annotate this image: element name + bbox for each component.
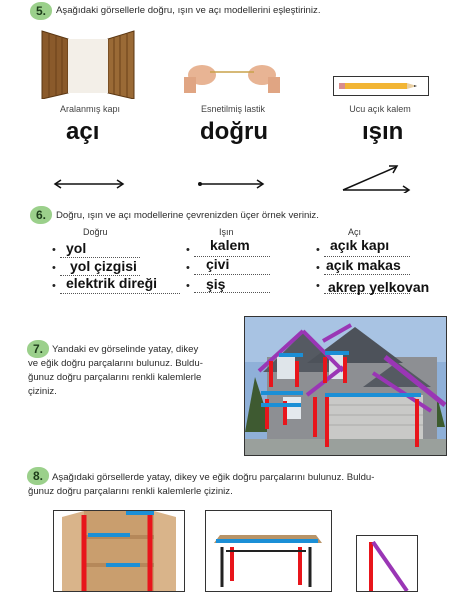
line-example-3: elektrik direği [66, 275, 158, 291]
question-8-line-1: Aşağıdaki görsellerde yatay, dikey ve eğik doğru parçalarını bulunuz. Buldu- [52, 472, 375, 483]
bullet: • [186, 280, 190, 292]
question-number-5: 5. [30, 2, 52, 20]
bullet: • [186, 244, 190, 256]
bullet: • [52, 244, 56, 256]
open-door-image [40, 27, 136, 99]
question-7-line-3: ğunuz doğru parçalarını renkli kalemlerle [28, 372, 202, 383]
answer-dotted-line [324, 274, 410, 275]
ray-example-3: şiş [206, 276, 226, 292]
column-header-line: Doğru [83, 227, 108, 237]
line-model-icon [52, 177, 126, 191]
answer-dotted-line [194, 274, 270, 275]
ray-example-1: kalem [210, 237, 250, 253]
bullet: • [52, 280, 56, 292]
stretched-rubber-band-image [184, 53, 280, 93]
question-8-line-2: ğunuz doğru parçalarını renkli kalemlerle çiziniz. [28, 486, 233, 497]
question-number-6: 6. [30, 206, 52, 224]
bookshelf-image [53, 510, 185, 592]
pencil-image [333, 76, 429, 96]
ladder-image [356, 535, 418, 592]
column-header-angle: Açı [348, 227, 362, 237]
bullet: • [316, 262, 320, 274]
angle-example-1: açık kapı [330, 237, 390, 253]
question-7-line-2: ve eğik doğru parçalarını bulunuz. Buldu- [28, 358, 203, 369]
column-header-ray: Işın [219, 227, 234, 237]
answer-dotted-line [60, 293, 180, 294]
answer-door: açı [66, 118, 100, 145]
ray-example-2: çivi [206, 256, 230, 272]
question-6-text: Doğru, ışın ve açı modellerine çevrenizden üçer örnek veriniz. [56, 210, 319, 221]
angle-model-icon [340, 163, 412, 193]
answer-rubber-band: doğru [200, 118, 268, 145]
question-number-7: 7. [27, 340, 49, 358]
caption-pencil: Ucu açık kalem [349, 104, 411, 114]
ray-model-icon [196, 177, 266, 191]
table-image [205, 510, 332, 592]
bullet: • [186, 262, 190, 274]
line-example-1: yol [66, 240, 87, 256]
question-7-line-4: çiziniz. [28, 386, 57, 397]
bullet: • [316, 244, 320, 256]
angle-example-3: akrep yelkovan [328, 279, 430, 295]
answer-pencil: ışın [362, 118, 404, 145]
question-7-line-1: Yandaki ev görselinde yatay, dikey [52, 344, 199, 355]
line-example-2: yol çizgisi [70, 258, 137, 274]
house-image [244, 316, 447, 456]
bullet: • [52, 262, 56, 274]
angle-example-2: açık makas [326, 257, 401, 273]
answer-dotted-line [194, 292, 270, 293]
caption-rubber-band: Esnetilmiş lastik [200, 104, 265, 114]
question-number-8: 8. [27, 467, 49, 485]
caption-door: Aralanmış kapı [59, 104, 121, 114]
bullet: • [316, 280, 320, 292]
question-5-text: Aşağıdaki görsellerle doğru, ışın ve açı modellerini eşleştiriniz. [56, 5, 321, 16]
